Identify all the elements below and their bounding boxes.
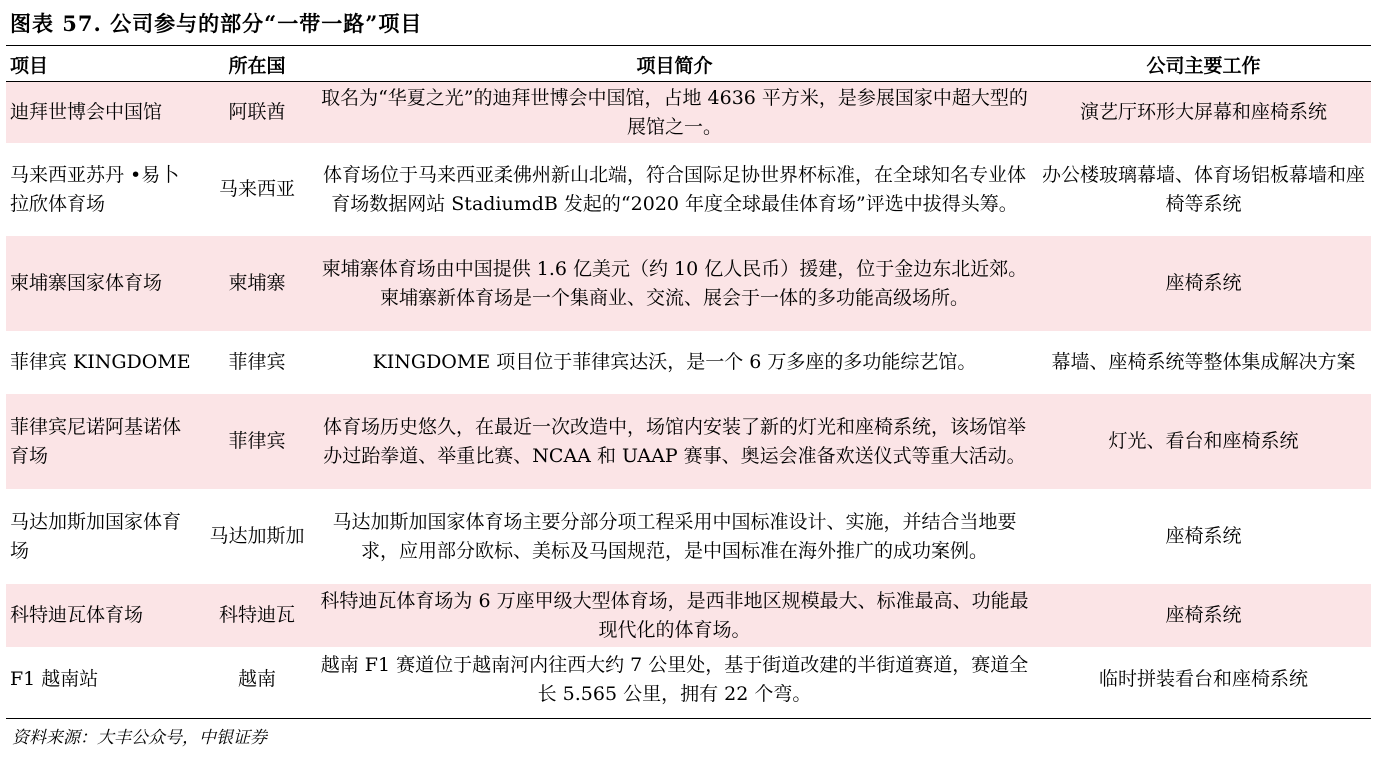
cell-description: KINGDOME 项目位于菲律宾达沃，是一个 6 万多座的多功能综艺馆。	[313, 332, 1036, 394]
cell-project: 柬埔寨国家体育场	[6, 236, 201, 332]
table-row	[6, 394, 1371, 490]
cell-work: 办公楼玻璃幕墙、体育场铝板幕墙和座椅等系统	[1036, 144, 1371, 236]
cell-description: 体育场历史悠久，在最近一次改造中，场馆内安装了新的灯光和座椅系统，该场馆举办过跆拳道、举重比赛、NCAA 和 UAAP 赛事、奥运会准备欢送仪式等重大活动。	[313, 394, 1036, 490]
cell-description: 取名为“华夏之光”的迪拜世博会中国馆，占地 4636 平方米，是参展国家中超大型的展馆之一。	[313, 82, 1036, 144]
projects-table	[6, 52, 1371, 712]
cell-work: 座椅系统	[1036, 584, 1371, 648]
cell-project: 菲律宾 KINGDOME	[6, 332, 201, 394]
header-country: 所在国	[201, 52, 313, 82]
cell-country: 科特迪瓦	[201, 584, 313, 648]
cell-country: 越南	[201, 648, 313, 712]
cell-project: 迪拜世博会中国馆	[6, 82, 201, 144]
table-header-row	[6, 52, 1371, 82]
cell-description: 体育场位于马来西亚柔佛州新山北端，符合国际足协世界杯标准，在全球知名专业体育场数据网站 StadiumdB 发起的“2020 年度全球最佳体育场”评选中拔得头筹。	[313, 144, 1036, 236]
cell-work: 临时拼装看台和座椅系统	[1036, 648, 1371, 712]
cell-country: 马来西亚	[201, 144, 313, 236]
table-row	[6, 144, 1371, 236]
table-row	[6, 82, 1371, 144]
cell-work: 灯光、看台和座椅系统	[1036, 394, 1371, 490]
header-project: 项目	[6, 52, 201, 82]
table-row	[6, 236, 1371, 332]
cell-work: 幕墙、座椅系统等整体集成解决方案	[1036, 332, 1371, 394]
cell-description: 柬埔寨体育场由中国提供 1.6 亿美元（约 10 亿人民币）援建，位于金边东北近郊。柬埔寨新体育场是一个集商业、交流、展会于一体的多功能高级场所。	[313, 236, 1036, 332]
header-description: 项目简介	[313, 52, 1036, 82]
cell-work: 演艺厅环形大屏幕和座椅系统	[1036, 82, 1371, 144]
table-row	[6, 648, 1371, 712]
bottom-rule	[6, 718, 1371, 719]
cell-description: 越南 F1 赛道位于越南河内往西大约 7 公里处，基于街道改建的半街道赛道，赛道全长 5.565 公里，拥有 22 个弯。	[313, 648, 1036, 712]
figure-title: 图表 57. 公司参与的部分“一带一路”项目	[10, 11, 423, 36]
cell-description: 马达加斯加国家体育场主要分部分项工程采用中国标准设计、实施，并结合当地要求，应用部分欧标、美标及马国规范，是中国标准在海外推广的成功案例。	[313, 490, 1036, 584]
cell-country: 马达加斯加	[201, 490, 313, 584]
table-row	[6, 584, 1371, 648]
cell-country: 菲律宾	[201, 332, 313, 394]
cell-country: 阿联酋	[201, 82, 313, 144]
cell-country: 菲律宾	[201, 394, 313, 490]
cell-project: 马来西亚苏丹 •易卜拉欣体育场	[6, 144, 201, 236]
table-row	[6, 490, 1371, 584]
source-note: 资料来源：大丰公众号，中银证券	[12, 728, 267, 748]
cell-work: 座椅系统	[1036, 236, 1371, 332]
cell-project: 菲律宾尼诺阿基诺体育场	[6, 394, 201, 490]
top-rule	[6, 45, 1371, 46]
cell-project: 马达加斯加国家体育场	[6, 490, 201, 584]
cell-country: 柬埔寨	[201, 236, 313, 332]
header-work: 公司主要工作	[1036, 52, 1371, 82]
cell-project: F1 越南站	[6, 648, 201, 712]
table-row	[6, 332, 1371, 394]
cell-project: 科特迪瓦体育场	[6, 584, 201, 648]
table-body	[6, 82, 1371, 712]
cell-description: 科特迪瓦体育场为 6 万座甲级大型体育场，是西非地区规模最大、标准最高、功能最现代化的体育场。	[313, 584, 1036, 648]
cell-work: 座椅系统	[1036, 490, 1371, 584]
